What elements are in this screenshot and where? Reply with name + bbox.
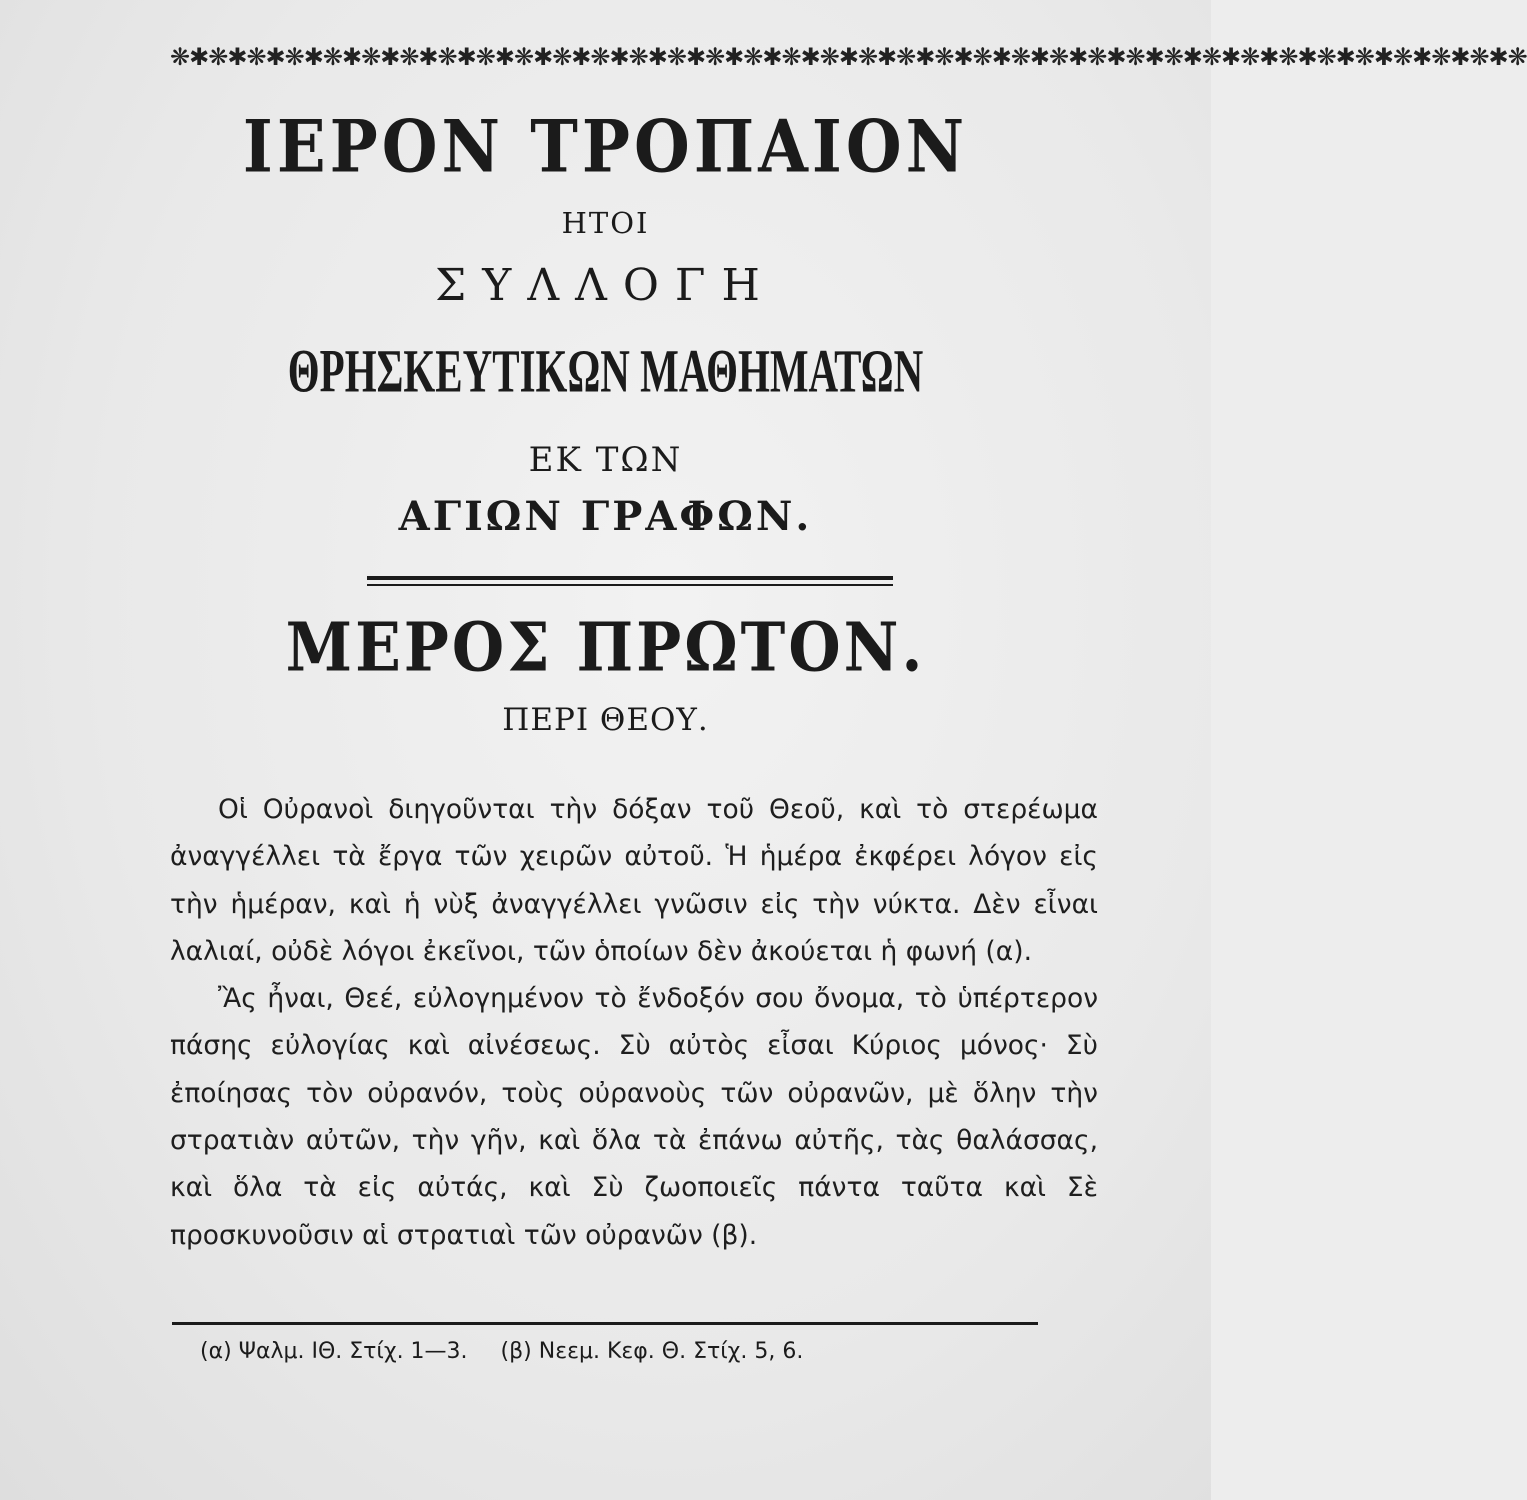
double-rule-divider — [367, 576, 893, 586]
title-subject: ΘΡΗΣΚΕΥΤΙΚΩΝ ΜΑΘΗΜΑΤΩΝ — [287, 336, 924, 406]
ornamental-border: ❋✱❋✱❋✱❋✱❋✱❋✱❋✱❋✱❋✱❋✱❋✱❋✱❋✱❋✱❋✱❋✱❋✱❋✱❋✱❋✱❋✱❋✱❋✱❋✱❋✱❋✱❋✱❋✱❋✱❋✱❋✱❋✱❋✱❋✱❋✱❋ — [170, 43, 1527, 71]
footnote: (α) Ψαλμ. ΙΘ. Στίχ. 1—3. — [200, 1339, 468, 1364]
part-heading: ΜΕΡΟΣ ΠΡΩΤΟΝ. — [285, 608, 926, 688]
title-from: ΕΚ ΤΩΝ — [528, 440, 683, 480]
footnotes — [200, 1332, 1100, 1372]
title-source: ΑΓΙΩΝ ΓΡΑΦΩΝ. — [398, 493, 813, 540]
title-collection: ΣΥΛΛΟΓΗ — [435, 260, 776, 311]
body-text — [170, 786, 1098, 1259]
footnote-rule — [172, 1322, 1038, 1325]
paragraph: Οἱ Οὐρανοὶ διηγοῦνται τὴν δόξαν τοῦ Θεοῦ, καὶ τὸ στερέωμα ἀναγγέλλει τὰ ἔργα τῶν χειρῶν αὐτοῦ. Ἡ ἡμέρα ἐκφέρει λόγον εἰς τὴν ἡμέραν, καὶ ἡ νὺξ ἀναγγέλλει γνῶσιν εἰς τὴν νύκτα. Δὲν εἶναι λαλιαί, οὐδὲ λόγοι ἐκεῖνοι, τῶν ὁποίων δὲν ἀκούεται ἡ φωνή (α). — [170, 794, 1098, 967]
footnote: (β) Νεεμ. Κεφ. Θ. Στίχ. 5, 6. — [500, 1339, 804, 1364]
book-title: ΙΕΡΟΝ ΤΡΟΠΑΙΟΝ — [242, 105, 969, 190]
chapter-heading: ΠΕΡΙ ΘΕΟΥ. — [502, 702, 709, 738]
title-connector: ΗΤΟΙ — [561, 206, 650, 240]
paragraph: Ἂς ἦναι, Θεέ, εὐλογημένον τὸ ἔνδοξόν σου ὄνομα, τὸ ὑπέρτερον πάσης εὐλογίας καὶ αἰνέσεως. Σὺ αὐτὸς εἶσαι Κύριος μόνος· Σὺ ἐποίησας τὸν οὐρανόν, τοὺς οὐρανοὺς τῶν οὐρανῶν, μὲ ὅλην τὴν στρατιὰν αὐτῶν, τὴν γῆν, καὶ ὅλα τὰ ἐπάνω αὐτῆς, τὰς θαλάσσας, καὶ ὅλα τὰ εἰς αὐτάς, καὶ Σὺ ζωοποιεῖς πάντα ταῦτα καὶ Σὲ προσκυνοῦσιν αἱ στρατιαὶ τῶν οὐρανῶν (β). — [170, 983, 1098, 1251]
